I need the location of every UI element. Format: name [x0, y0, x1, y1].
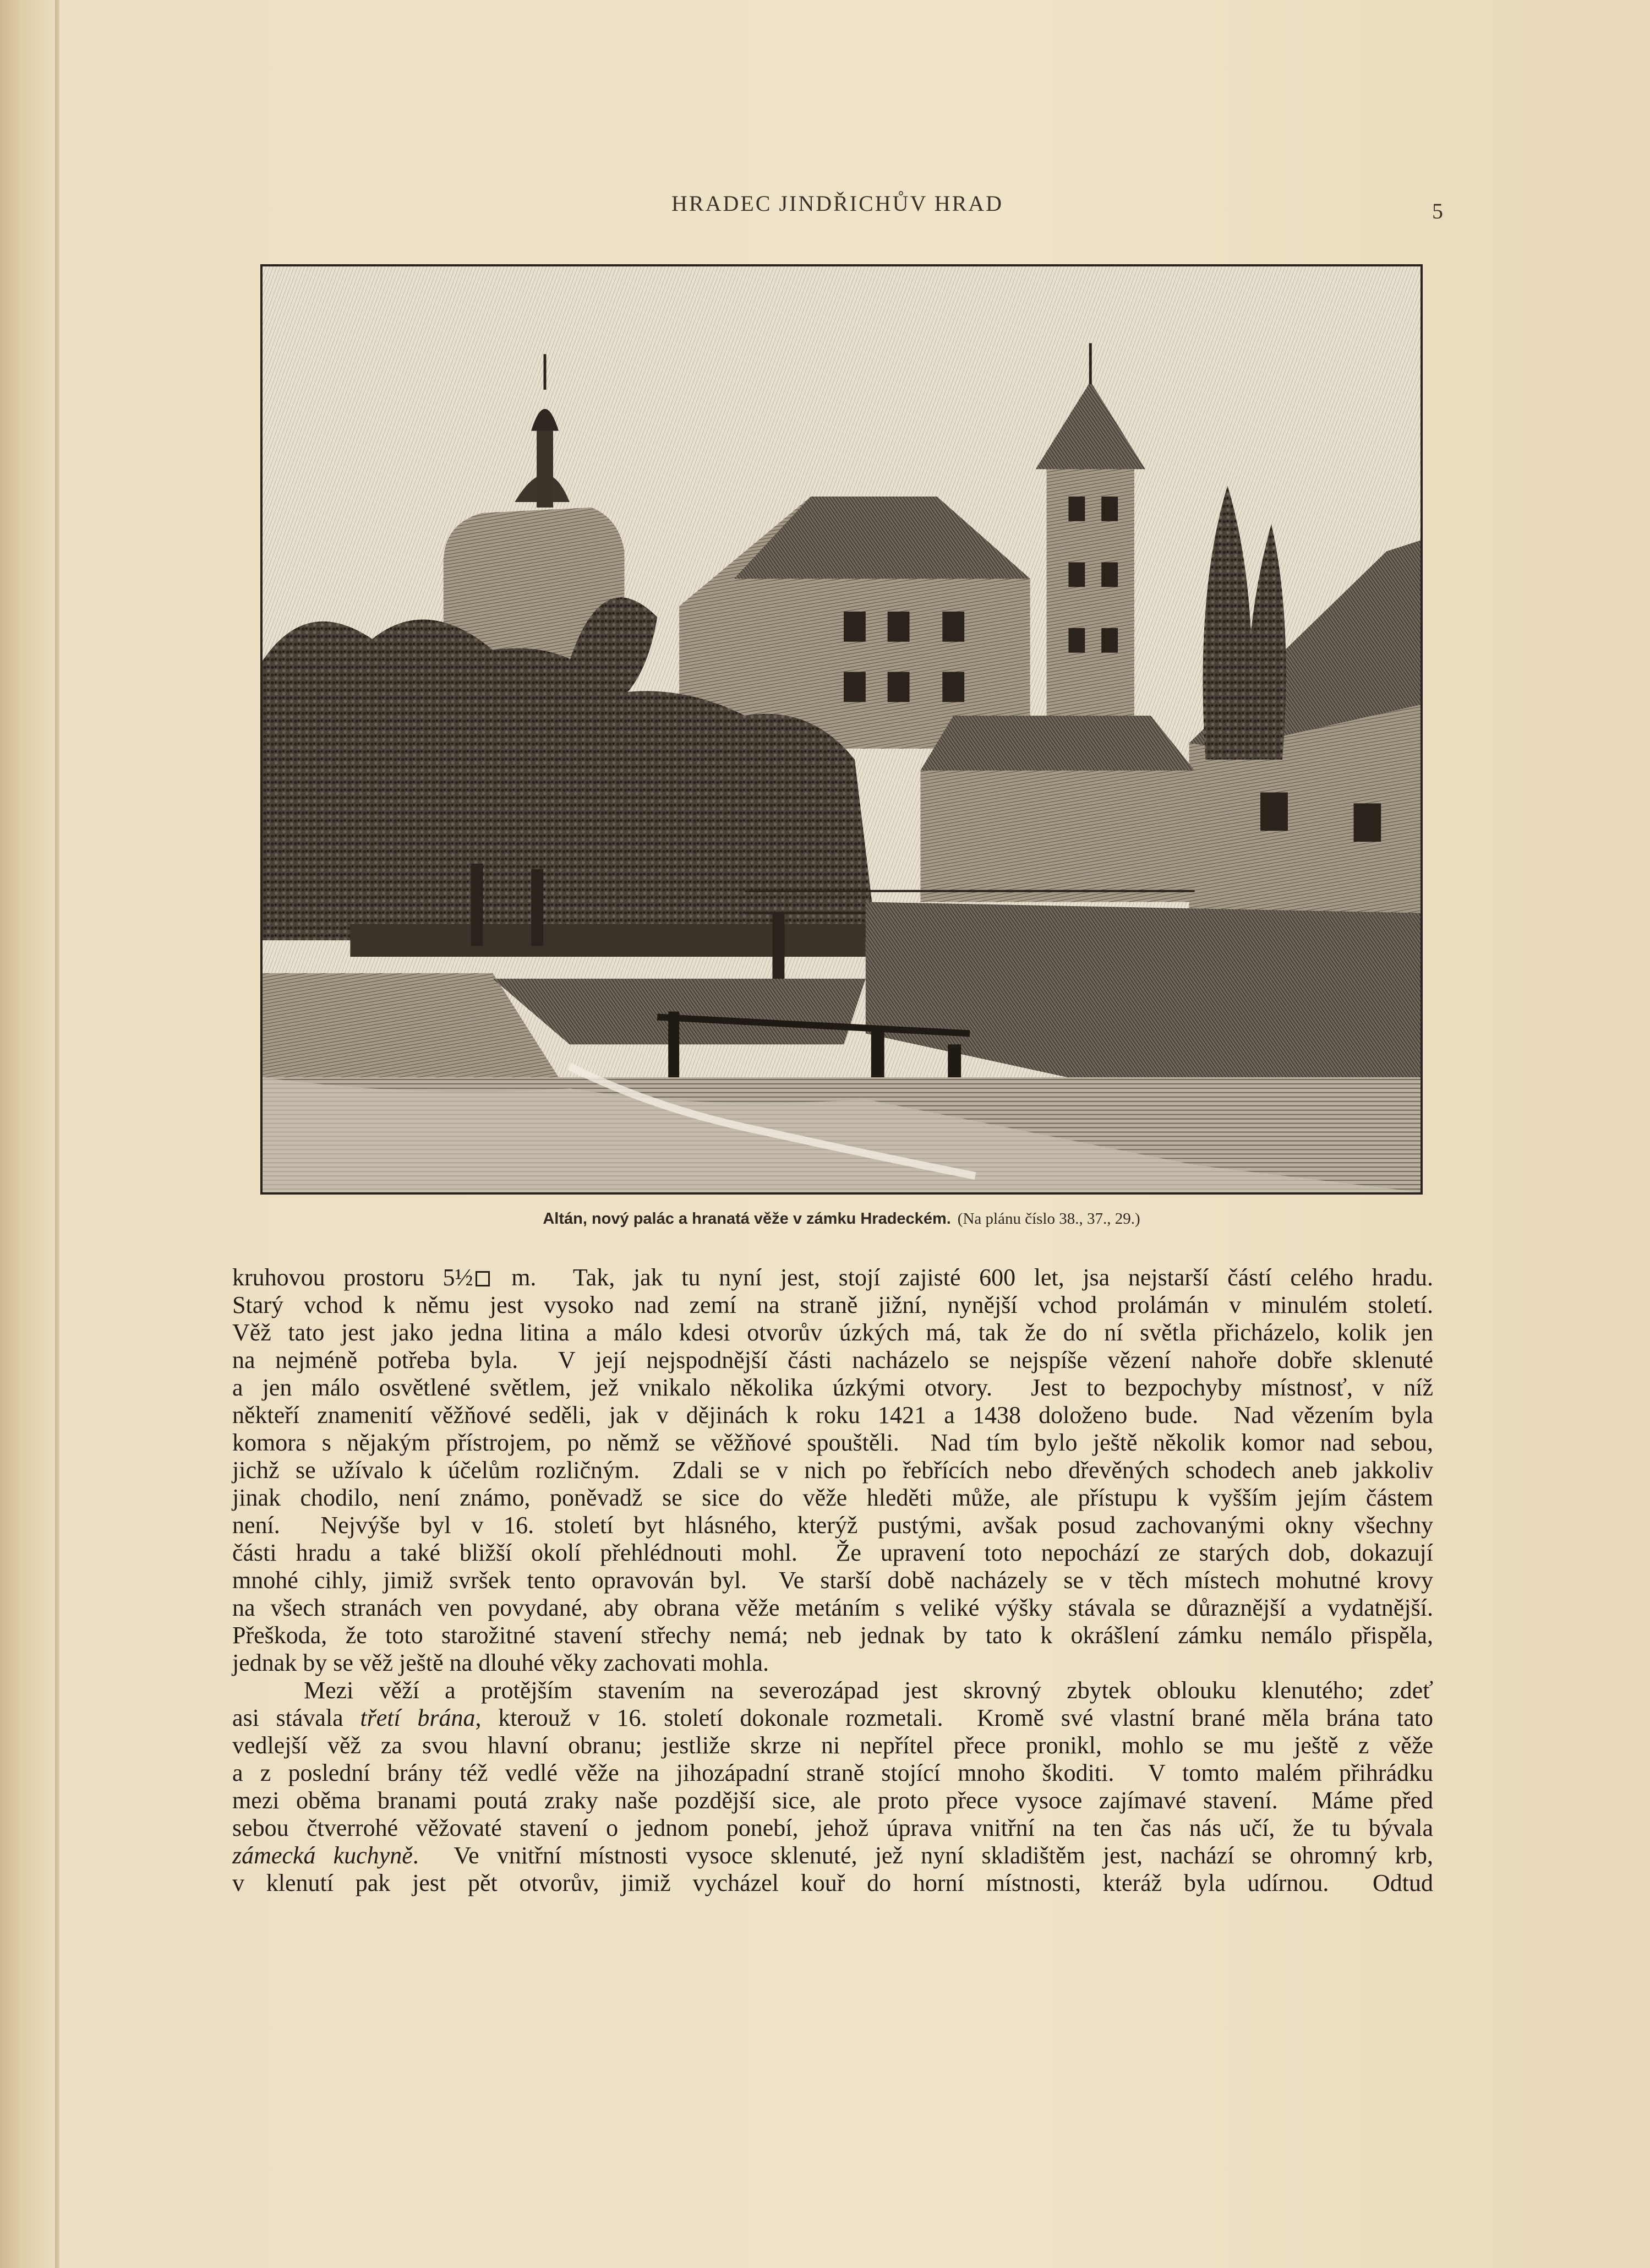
- text-line: [232, 1677, 1433, 1704]
- text-run: jednak by se věž ještě na dlouhé věky zachovati mohla.: [232, 1649, 769, 1676]
- page-number: 5: [1432, 199, 1443, 223]
- running-head: HRADEC JINDŘICHŮV HRAD: [671, 191, 1004, 216]
- text-line: [232, 1539, 1433, 1567]
- text-line: [232, 1264, 1433, 1291]
- text-run: na všech stranách ven povydané, aby obrana věže metáním s veliké výšky stávala se důraznější a vydatnější.: [232, 1594, 1433, 1621]
- text-line: [232, 1402, 1433, 1429]
- text-run: na nejméně potřeba byla. V její nejspodnější části nacházelo se nejspíše vězení nahoře dobře sklenuté: [232, 1346, 1433, 1373]
- body-text: [232, 1264, 1433, 1897]
- text-line: [232, 1814, 1433, 1842]
- text-run: sebou čtverrohé věžovaté stavení o jednom ponebí, jehož úprava vnitřní na ten čas nás učí, že tu bývala: [232, 1814, 1433, 1841]
- text-line: [232, 1512, 1433, 1539]
- text-run: není. Nejvýše byl v 16. století byt hlásného, kterýž pustými, avšak posud zachovanými okny všechny: [232, 1512, 1433, 1539]
- page-gutter: [55, 0, 59, 2268]
- text-run: jinak chodilo, není známo, poněvadž se sice do věže hleděti může, ale přístupu k vyšším jejím částem: [232, 1484, 1433, 1511]
- text-line: [232, 1649, 1433, 1677]
- text-line: [232, 1622, 1433, 1649]
- text-run: Starý vchod k němu jest vysoko nad zemí na straně jižní, nynější vchod prolámán v minulém století.: [232, 1291, 1433, 1318]
- text-line: [232, 1319, 1433, 1346]
- text-line: [232, 1869, 1433, 1897]
- text-run: někteří znamenití věžňové seděli, jak v dějinách k roku 1421 a 1438 doloženo bude. Nad vězením byla: [232, 1402, 1433, 1429]
- text-line: [232, 1704, 1433, 1732]
- text-run: části hradu a také bližší okolí přehlédnouti mohl. Že upravení toto nepochází ze starých dob, dokazují: [232, 1539, 1433, 1566]
- caption-title: Altán, nový palác a hranatá věže v zámku Hradeckém.: [543, 1210, 951, 1228]
- text-line: [232, 1429, 1433, 1457]
- text-run: mnohé cihly, jimiž svršek tento opravován byl. Ve starší době nacházely se v těch místech mohutné krovy: [232, 1567, 1433, 1594]
- text-line: [232, 1567, 1433, 1594]
- italic-term: zámecká kuchyně: [232, 1842, 413, 1869]
- text-run: kruhovou prostoru 5½: [232, 1264, 473, 1291]
- text-run: mezi oběma branami poutá zraky naše pozdější sice, ale proto přece vysoce zajímavé stavení. Máme před: [232, 1787, 1433, 1814]
- figure-caption: [260, 1210, 1423, 1228]
- text-run: a jen málo osvětlené světlem, jež vnikalo několika úzkými otvory. Jest to bezpochyby místnosť, v níž: [232, 1374, 1433, 1401]
- text-run: m. Tak, jak tu nyní jest, stojí zajisté 600 let, jsa nejstarší částí celého hradu.: [493, 1264, 1433, 1291]
- text-line: [232, 1842, 1433, 1869]
- text-run: asi stávala: [232, 1704, 360, 1731]
- text-line: [232, 1759, 1433, 1787]
- square-unit-icon: [476, 1271, 490, 1286]
- text-run: Přeškoda, že toto starožitné stavení střechy nemá; neb jednak by tato k okrášlení zámku nemálo přispěla,: [232, 1622, 1433, 1649]
- text-run: jichž se užívalo k účelům rozličným. Zdali se v nich po řebřících nebo dřevěných schodech aneb jakkoliv: [232, 1457, 1433, 1484]
- italic-term: třetí brána: [360, 1704, 476, 1731]
- text-run: Věž tato jest jako jedna litina a málo kdesi otvorův úzkých má, tak že do ní světla přicházelo, kolik jen: [232, 1319, 1433, 1346]
- text-line: [232, 1787, 1433, 1814]
- engraving-drawing: [263, 266, 1420, 1192]
- text-run: . Ve vnitřní místnosti vysoce sklenuté, jež nyní skladištěm jest, nachází se ohromný krb,: [412, 1842, 1433, 1869]
- text-line: [232, 1484, 1433, 1512]
- text-run: a z poslední brány též vedlé věže na jihozápadní straně stojící mnoho škoditi. V tomto malém přihrádku: [232, 1759, 1433, 1786]
- text-line: [232, 1291, 1433, 1319]
- castle-engraving-illustration: [260, 264, 1423, 1195]
- text-line: [232, 1732, 1433, 1759]
- text-run: , kterouž v 16. století dokonale rozmetali. Kromě své vlastní brané měla brána tato: [475, 1704, 1434, 1731]
- text-line: [232, 1346, 1433, 1374]
- text-run: Mezi věží a protějším stavením na severozápad jest skrovný zbytek oblouku klenutého; zdeť: [304, 1677, 1433, 1704]
- text-line: [232, 1594, 1433, 1622]
- text-line: [232, 1374, 1433, 1402]
- text-line: [232, 1457, 1433, 1484]
- caption-plan-reference: (Na plánu číslo 38., 37., 29.): [957, 1210, 1140, 1228]
- text-run: v klenutí pak jest pět otvorův, jimiž vycházel kouř do horní místnosti, kteráž byla udírnou. Odtud: [232, 1869, 1433, 1896]
- text-run: komora s nějakým přístrojem, po němž se věžňové spouštěli. Nad tím bylo ještě několik komor nad sebou,: [232, 1429, 1433, 1456]
- text-run: vedlejší věž za svou hlavní obranu; jestliže skrze ni nepřítel přece pronikl, mohlo se mu ještě z věže: [232, 1732, 1433, 1759]
